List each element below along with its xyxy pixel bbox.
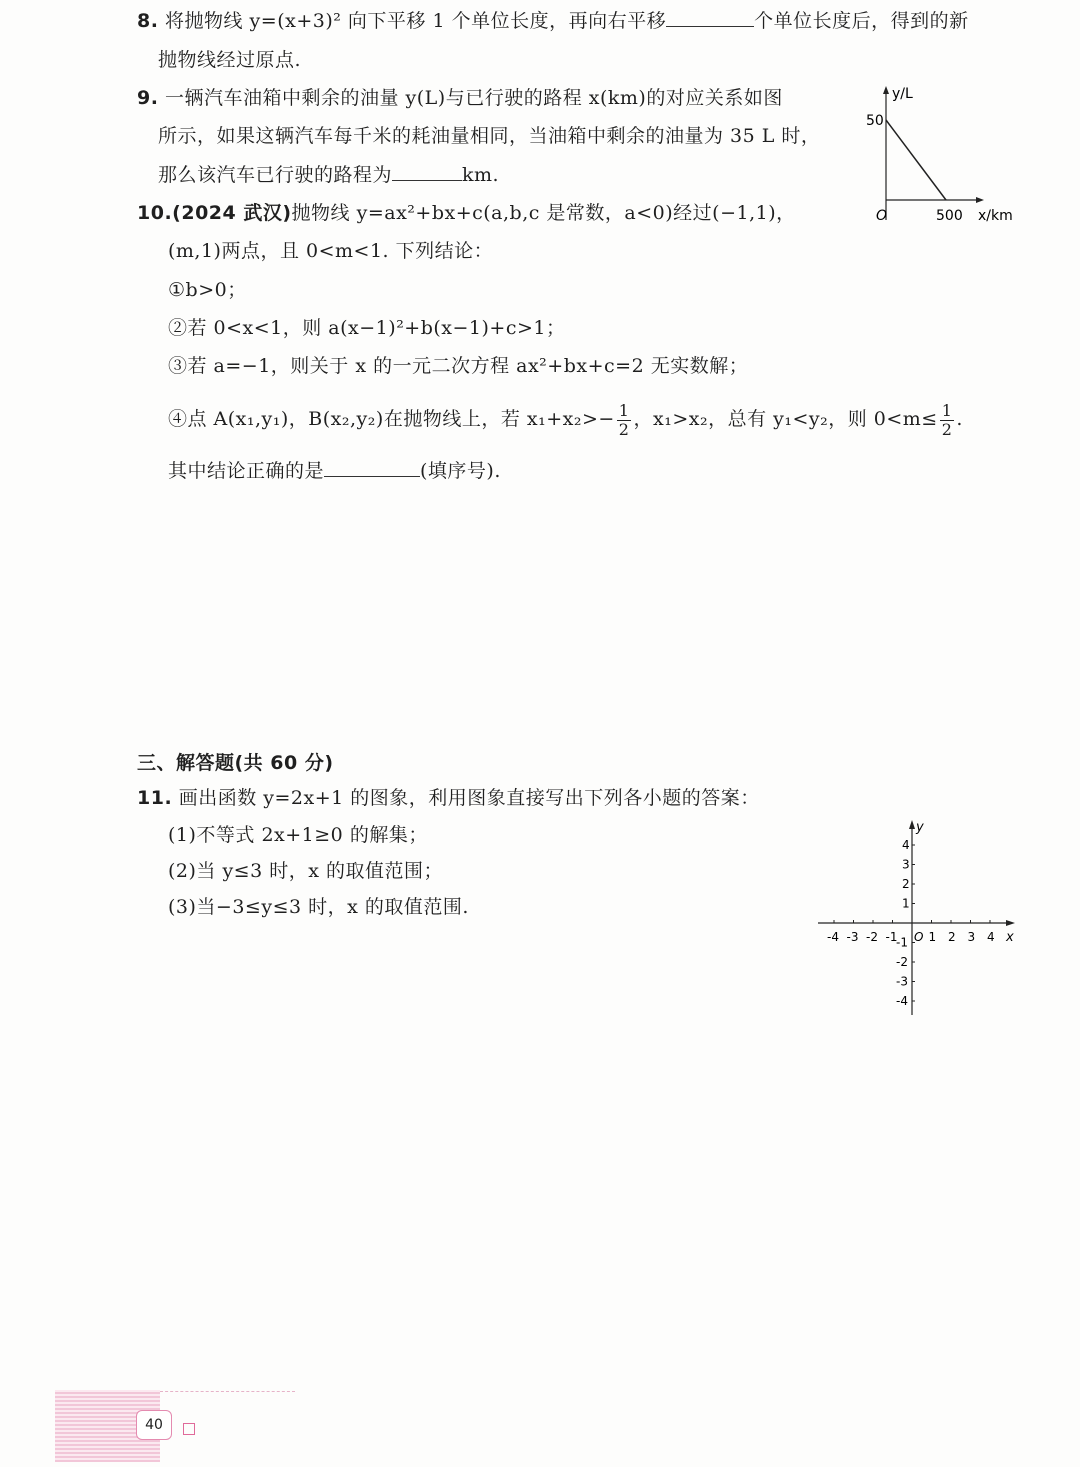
q11-origin-label: O bbox=[914, 930, 924, 944]
footer-rule bbox=[160, 1391, 295, 1392]
q10-answer-line bbox=[168, 458, 501, 484]
q11-y-tick-label: 1 bbox=[902, 896, 910, 911]
q11-x-tick-label: -3 bbox=[846, 930, 859, 944]
q10-conclusion-3: ③若 a=−1，则关于 x 的一元二次方程 ax²+bx+c=2 无实数解； bbox=[168, 355, 749, 377]
q11-part-2: (2)当 y≤3 时，x 的取值范围； bbox=[168, 860, 443, 882]
q10-answer-prompt: 其中结论正确的是 bbox=[168, 460, 325, 482]
q8-answer-blank[interactable] bbox=[666, 8, 754, 27]
q10-conclusion-1: ①b>0； bbox=[168, 279, 247, 301]
q10-fraction-half-2 bbox=[940, 402, 955, 439]
q11-y-label: y bbox=[916, 820, 924, 835]
q10-line1 bbox=[137, 200, 796, 226]
q11-x-tick-label: 2 bbox=[948, 930, 956, 944]
q11-x-tick-label: 3 bbox=[967, 930, 976, 944]
q10-source: (2024 武汉) bbox=[172, 202, 292, 224]
q9-x-arrow-icon bbox=[976, 197, 984, 203]
section-heading: 三、解答题(共 60 分) bbox=[137, 752, 334, 774]
q9-text-part3: 那么该汽车已行驶的路程为 bbox=[158, 164, 393, 186]
fraction-numerator: 1 bbox=[941, 400, 953, 420]
q11-text: 画出函数 y=2x+1 的图象，利用图象直接写出下列各小题的答案： bbox=[178, 787, 760, 809]
page-square-icon bbox=[183, 1423, 195, 1435]
q11-coordinate-grid[interactable] bbox=[810, 815, 1025, 1025]
q9-x-tick-500: 500 bbox=[936, 208, 963, 224]
q11-x-tick-label: -4 bbox=[827, 930, 839, 944]
q11-y-tick-label: -4 bbox=[896, 994, 908, 1008]
q11-y-arrow-icon bbox=[909, 820, 915, 829]
q9-answer-blank[interactable] bbox=[392, 162, 462, 181]
q10-line2: (m,1)两点，且 0<m<1. 下列结论： bbox=[168, 240, 494, 262]
q9-line1 bbox=[137, 85, 783, 111]
q10-conclusion-4 bbox=[168, 400, 963, 439]
q11-y-tick-label: -2 bbox=[896, 955, 908, 969]
fraction-numerator: 1 bbox=[618, 400, 630, 420]
q9-y-arrow-icon bbox=[883, 86, 889, 94]
q11-y-tick-label: -1 bbox=[896, 935, 908, 950]
q9-y-tick-50: 50 bbox=[866, 113, 884, 129]
q9-y-label: y/L bbox=[892, 86, 913, 102]
q10-number: 10. bbox=[137, 202, 173, 224]
q9-line3 bbox=[158, 162, 499, 188]
q11-y-tick-label: 2 bbox=[902, 877, 910, 891]
q11-x-tick-label: -1 bbox=[885, 930, 898, 944]
q11-part-1: (1)不等式 2x+1≥0 的解集； bbox=[168, 824, 428, 846]
fraction-denominator: 2 bbox=[618, 419, 630, 439]
q8-text-part1: 将抛物线 y=(x+3)² 向下平移 1 个单位长度，再向右平移 bbox=[165, 10, 667, 32]
q9-line2: 所示，如果这辆汽车每千米的耗油量相同，当油箱中剩余的油量为 35 L 时， bbox=[158, 125, 821, 147]
q8-number: 8. bbox=[137, 10, 159, 32]
q9-number: 9. bbox=[137, 87, 159, 109]
q10-c4-part1: ④点 A(x₁,y₁)，B(x₂,y₂)在抛物线上，若 x₁+x₂>− bbox=[168, 408, 615, 430]
q9-x-label: x/km bbox=[978, 208, 1013, 224]
fraction-denominator: 2 bbox=[941, 419, 953, 439]
q11-x-tick-label: 4 bbox=[987, 930, 995, 944]
q11-x-tick-label: 1 bbox=[928, 930, 937, 944]
q11-x-label: x bbox=[1006, 930, 1014, 945]
q8-line2: 抛物线经过原点. bbox=[158, 49, 302, 71]
q10-answer-blank[interactable] bbox=[324, 458, 420, 477]
q9-unit: km. bbox=[462, 164, 500, 186]
page-number: 40 bbox=[136, 1410, 172, 1440]
q9-text-part1: 一辆汽车油箱中剩余的油量 y(L)与已行驶的路程 x(km)的对应关系如图 bbox=[165, 87, 783, 109]
q11-y-tick-label: -3 bbox=[896, 974, 908, 989]
q11-line1 bbox=[137, 785, 760, 811]
q11-x-tick-label: -2 bbox=[866, 930, 878, 944]
q9-origin-label: O bbox=[876, 208, 888, 224]
q11-x-arrow-icon bbox=[1006, 920, 1015, 926]
q10-c4-part2: ，x₁>x₂，总有 y₁<y₂，则 0<m≤ bbox=[633, 408, 938, 430]
q10-c4-part3: . bbox=[956, 408, 963, 430]
q11-y-tick-label: 4 bbox=[902, 838, 910, 852]
q10-text-part1: 抛物线 y=ax²+bx+c(a,b,c 是常数，a<0)经过(−1,1)， bbox=[291, 202, 796, 224]
q11-part-3: (3)当−3≤y≤3 时，x 的取值范围. bbox=[168, 896, 469, 918]
q10-fraction-half-1 bbox=[617, 402, 632, 439]
q11-y-tick-label: 3 bbox=[902, 857, 910, 872]
q9-fuel-line bbox=[886, 120, 946, 200]
q11-number: 11. bbox=[137, 787, 173, 809]
q10-conclusion-2: ②若 0<x<1，则 a(x−1)²+b(x−1)+c>1； bbox=[168, 317, 566, 339]
q9-fuel-graph bbox=[860, 80, 1030, 230]
q8-text-part2: 个单位长度后，得到的新 bbox=[754, 10, 969, 32]
q10-answer-hint: (填序号). bbox=[420, 460, 501, 482]
q8-line1 bbox=[137, 8, 969, 34]
